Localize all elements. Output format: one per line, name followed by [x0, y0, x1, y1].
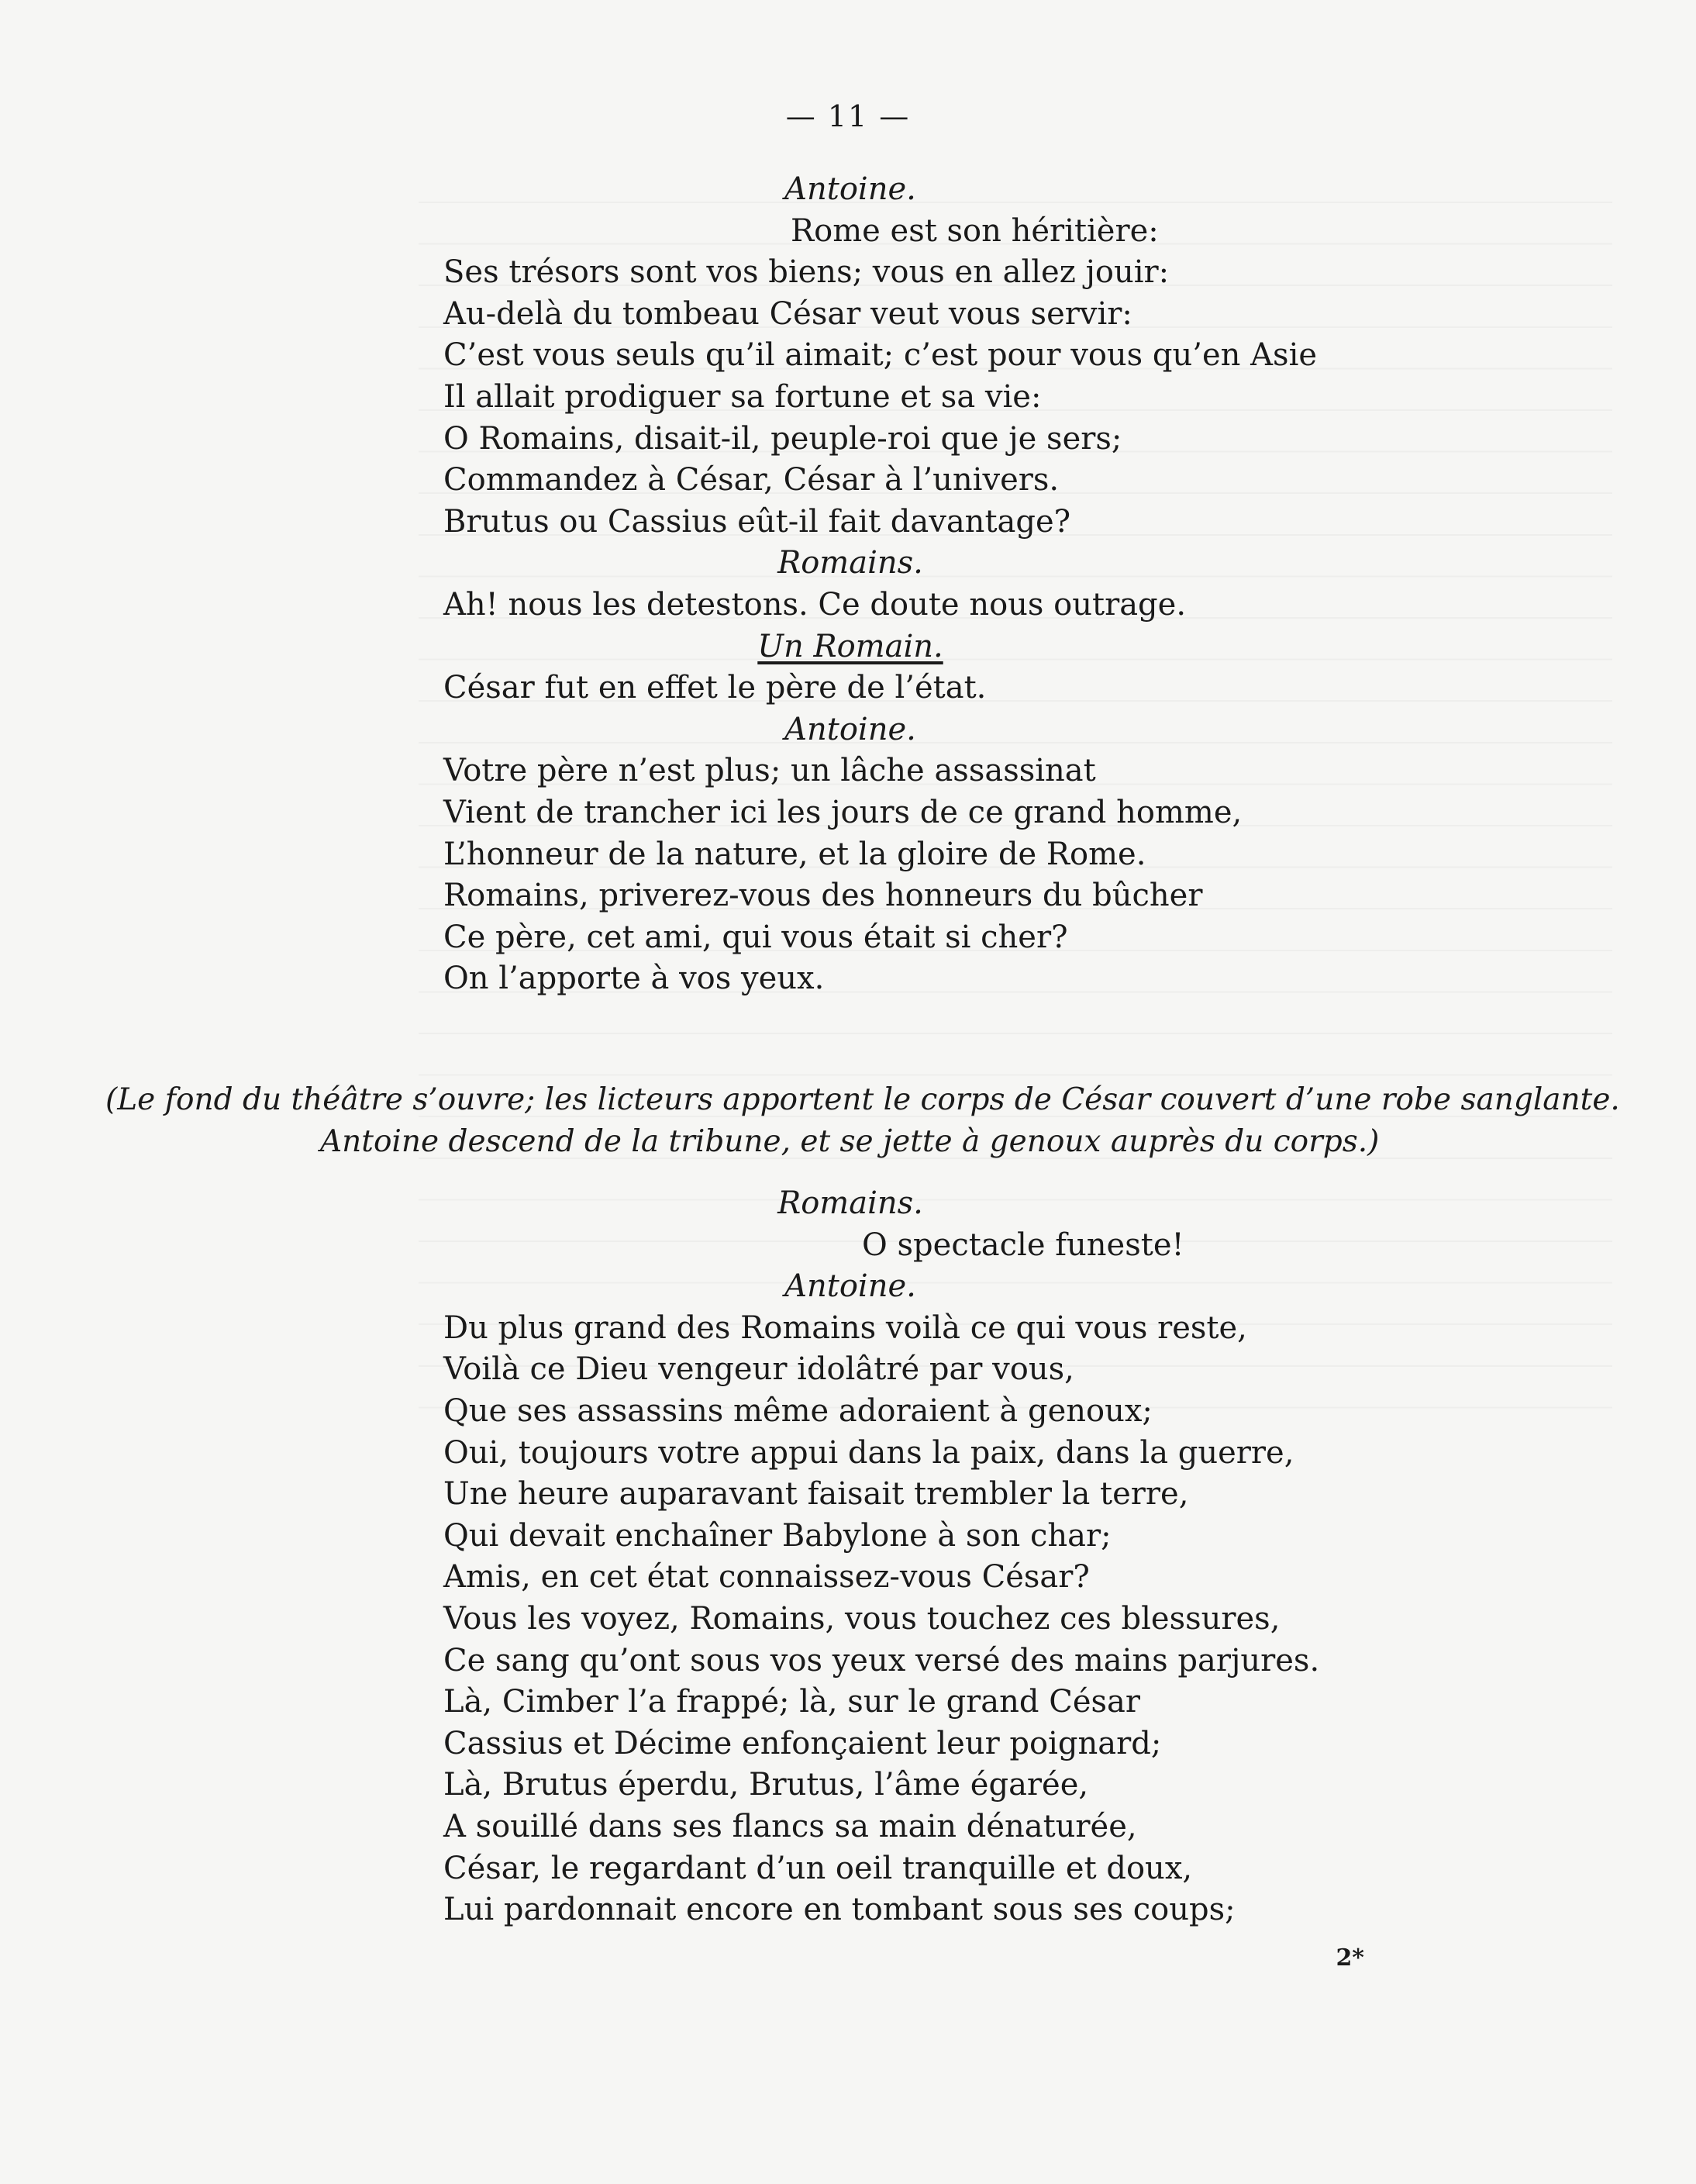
verse-line: Ce père, cet ami, qui vous était si cher?	[443, 919, 1068, 955]
verse-line: O Romains, disait-il, peuple-roi que je sers;	[443, 420, 1122, 457]
speaker-label: Antoine.	[784, 711, 916, 747]
verse-block-upper	[443, 169, 1318, 1000]
verse-line: Une heure auparavant faisait trembler la terre,	[443, 1476, 1189, 1513]
verse-line: Rome est son héritière:	[791, 212, 1159, 249]
verse-line: Commandez à César, César à l’univers.	[443, 462, 1060, 499]
verse-line: Qui devait enchaîner Babylone à son char;	[443, 1517, 1112, 1554]
verse-line: Oui, toujours votre appui dans la paix, dans la guerre,	[443, 1434, 1294, 1471]
verse-line: C’est vous seuls qu’il aimait; c’est pour vous qu’en Asie	[443, 337, 1318, 374]
stage-direction-line-1: (Le fond du théâtre s’ouvre; les licteurs apportent le corps de César couvert d’une robe sanglante.	[105, 1082, 1620, 1117]
verse-line: Là, Cimber l’a frappé; là, sur le grand César	[443, 1684, 1141, 1720]
signature-mark: 2*	[1336, 1944, 1364, 1972]
verse-line: Là, Brutus éperdu, Brutus, l’âme égarée,	[443, 1767, 1089, 1803]
speaker-label: Antoine.	[784, 171, 916, 207]
speaker-label: Un Romain.	[757, 628, 943, 664]
verse-line: Cassius et Décime enfonçaient leur poignard;	[443, 1725, 1162, 1761]
verse-line: César, le regardant d’un oeil tranquille et doux,	[443, 1850, 1193, 1886]
speaker-name	[443, 1183, 1257, 1225]
speaker-name	[443, 709, 1257, 751]
verse-line: Romains, priverez-vous des honneurs du bûcher	[443, 878, 1203, 914]
verse-line: A souillé dans ses flancs sa main dénaturée,	[443, 1808, 1137, 1844]
verse-line: Brutus ou Cassius eût-il fait davantage?	[443, 503, 1071, 540]
verse-line: Voilà ce Dieu vengeur idolâtré par vous,	[443, 1351, 1074, 1388]
speaker-name	[443, 169, 1257, 211]
verse-line: Ses trésors sont vos biens; vous en allez jouir:	[443, 254, 1170, 291]
verse-line: Que ses assassins même adoraient à genoux;	[443, 1392, 1153, 1429]
speaker-name	[443, 543, 1257, 585]
speaker-label: Romains.	[777, 1185, 923, 1221]
speaker-name	[443, 626, 1257, 668]
verse-line: L’honneur de la nature, et la gloire de Rome.	[443, 836, 1146, 872]
verse-line: Amis, en cet état connaissez-vous César?	[443, 1559, 1090, 1596]
verse-line: Lui pardonnait encore en tombant sous ses coups;	[443, 1892, 1236, 1928]
verse-line: Votre père n’est plus; un lâche assassinat	[443, 753, 1096, 789]
speaker-label: Romains.	[777, 545, 923, 581]
verse-line: O spectacle funeste!	[862, 1227, 1184, 1263]
verse-line: Ce sang qu’ont sous vos yeux versé des mains parjures.	[443, 1642, 1320, 1679]
verse-line: Vient de trancher ici les jours de ce grand homme,	[443, 794, 1243, 830]
verse-line: Ah! nous les detestons. Ce doute nous outrage.	[443, 586, 1187, 623]
verse-block-lower	[443, 1183, 1320, 1931]
speaker-label: Antoine.	[784, 1268, 916, 1305]
verse-line: Du plus grand des Romains voilà ce qui vous reste,	[443, 1309, 1247, 1346]
speaker-name	[443, 1266, 1257, 1308]
verse-line: César fut en effet le père de l’état.	[443, 670, 987, 706]
verse-line: On l’apporte à vos yeux.	[443, 961, 825, 997]
verse-line: Il allait prodiguer sa fortune et sa vie:	[443, 378, 1042, 415]
verse-line: Au-delà du tombeau César veut vous servir:	[443, 295, 1132, 332]
stage-direction-line-2: Antoine descend de la tribune, et se jette à genoux auprès du corps.)	[320, 1124, 1380, 1159]
page-number: — 11 —	[785, 99, 911, 133]
verse-line: Vous les voyez, Romains, vous touchez ces blessures,	[443, 1600, 1281, 1637]
